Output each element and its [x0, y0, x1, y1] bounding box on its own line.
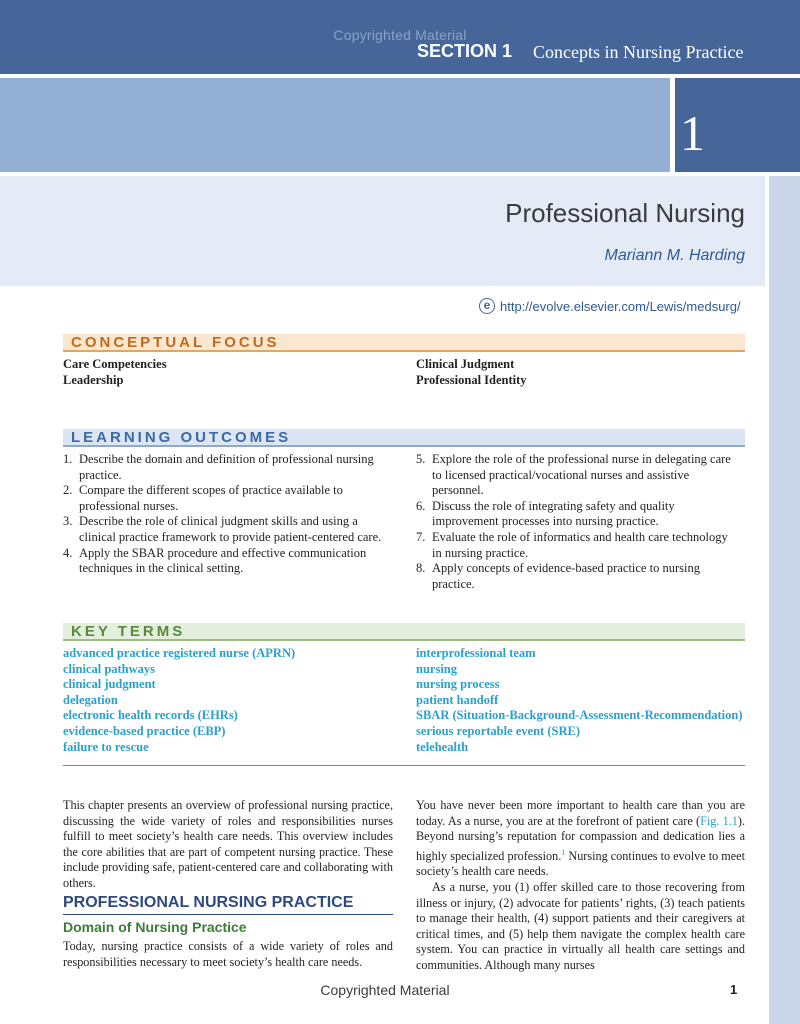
paragraph-text: ). Beyond nursing’s reputation for compassion and dedication lies a highly specialized profession. [416, 813, 745, 863]
key-term-link[interactable]: clinical pathways [63, 661, 156, 676]
focus-item: Care Competencies [63, 357, 167, 371]
section-heading: PROFESSIONAL NURSING PRACTICE [63, 894, 393, 915]
key-terms-left [63, 646, 295, 755]
key-term-link[interactable]: interprofessional team [416, 646, 536, 660]
outcome-number: 4. [63, 545, 73, 560]
decorative-band [0, 78, 670, 172]
key-term-link[interactable]: telehealth [416, 739, 469, 754]
outcome-text: Apply concepts of evidence-based practice to nursing practice. [432, 561, 700, 591]
outcome-item [416, 561, 736, 592]
chapter-number: 1 [680, 105, 705, 161]
outcome-number: 3. [63, 514, 73, 529]
conceptual-focus-right [416, 357, 527, 388]
outcome-text: Apply the SBAR procedure and effective communication techniques in the clinical setting. [79, 545, 367, 576]
outcomes-list-right [416, 452, 736, 592]
outcome-item [63, 514, 383, 545]
outcome-number: 7. [416, 529, 426, 544]
focus-item: Clinical Judgment [416, 357, 515, 371]
outcome-number: 5. [416, 452, 426, 466]
outcome-text: Evaluate the role of informatics and health care technology in nursing practice. [432, 529, 728, 560]
outcome-text: Describe the role of clinical judgment skills and using a clinical practice framework to provide patient-centered care. [79, 514, 382, 544]
outcome-text: Describe the domain and definition of professional nursing practice. [79, 452, 374, 482]
reference-superscript[interactable]: 1 [561, 847, 566, 857]
outcome-item [416, 452, 736, 499]
key-term-link[interactable]: SBAR (Situation-Background-Assessment-Recommendation) [416, 708, 743, 723]
key-term-link[interactable]: patient handoff [416, 692, 499, 707]
key-term-link[interactable]: failure to rescue [63, 739, 149, 754]
outcome-number: 6. [416, 498, 426, 513]
page-edge-strip [769, 176, 800, 1024]
subsection-heading: Domain of Nursing Practice [63, 919, 247, 935]
paragraph-text: Nursing continues to evolve to meet society’s health care needs. [416, 848, 745, 879]
outcome-number: 8. [416, 561, 426, 576]
focus-item: Professional Identity [416, 372, 527, 387]
outcomes-list-left [63, 452, 383, 577]
outcome-text: Explore the role of the professional nurse in delegating care to licensed practical/vocational nurses and assistive personnel. [432, 452, 731, 498]
key-term-link[interactable]: clinical judgment [63, 677, 156, 692]
chapter-author: Mariann M. Harding [604, 247, 745, 264]
outcome-number: 1. [63, 452, 73, 466]
key-term-link[interactable]: delegation [63, 692, 118, 707]
section-title: Concepts in Nursing Practice [533, 42, 744, 62]
evolve-icon: e [479, 298, 495, 314]
learning-outcomes-heading: LEARNING OUTCOMES [63, 429, 745, 447]
paragraph-text: You have never been more important to health care than you are today. As a nurse, you are at the forefront of patient care ( [416, 798, 745, 828]
title-band [0, 176, 765, 286]
outcome-text: Discuss the role of integrating safety and quality improvement processes into nursing practice. [432, 498, 675, 529]
watermark-bottom: Copyrighted Material [320, 982, 450, 998]
body-paragraph-left: Today, nursing practice consists of a wide variety of roles and responsibilities necessary to meet society’s health care needs. [63, 939, 393, 969]
section-label: SECTION 1 [417, 41, 513, 61]
body-column-right [416, 798, 745, 974]
outcome-item [416, 530, 736, 561]
intro-paragraph: This chapter presents an overview of professional nursing practice, discussing the wide variety of roles and responsibilities nurses fulfill to meet society’s health care needs. This overview includes the core abilities that are part of competent nursing practice. These include providing safe, patient-centered care and collaborating with others. [63, 798, 393, 890]
conceptual-focus-heading: CONCEPTUAL FOCUS [63, 334, 745, 352]
figure-link[interactable]: Fig. 1.1 [700, 813, 738, 828]
outcome-item [63, 546, 383, 577]
key-term-link[interactable]: evidence-based practice (EBP) [63, 723, 226, 738]
chapter-title: Professional Nursing [505, 198, 745, 228]
outcome-text: Compare the different scopes of practice available to professional nurses. [79, 483, 343, 513]
key-term-link[interactable]: nursing [416, 661, 457, 676]
key-term-link[interactable]: advanced practice registered nurse (APRN) [63, 646, 296, 660]
key-term-link[interactable]: nursing process [416, 677, 500, 692]
key-term-link[interactable]: electronic health records (EHRs) [63, 708, 238, 723]
outcome-item [416, 499, 736, 530]
paragraph-text: As a nurse, you (1) offer skilled care to those recovering from illness or injury, (2) advocate for patients’ rights, (3) teach patients to manage their health, (4) support patients and their caregivers at critical times, and (5) help them navigate the complex health care system. You can practice in virtually all health care settings and communities. Although many nurses [416, 880, 745, 972]
watermark-top: Copyrighted Material [333, 27, 467, 43]
outcome-number: 2. [63, 483, 73, 498]
key-terms-heading: KEY TERMS [63, 623, 745, 641]
key-term-link[interactable]: serious reportable event (SRE) [416, 723, 580, 738]
focus-item: Leadership [63, 372, 124, 387]
section-divider [63, 765, 745, 766]
conceptual-focus-left [63, 357, 167, 388]
outcome-item [63, 483, 383, 514]
outcome-item [63, 452, 383, 483]
evolve-link[interactable]: http://evolve.elsevier.com/Lewis/medsurg/ [500, 299, 741, 314]
key-terms-right [416, 646, 743, 755]
page-number: 1 [730, 982, 738, 997]
